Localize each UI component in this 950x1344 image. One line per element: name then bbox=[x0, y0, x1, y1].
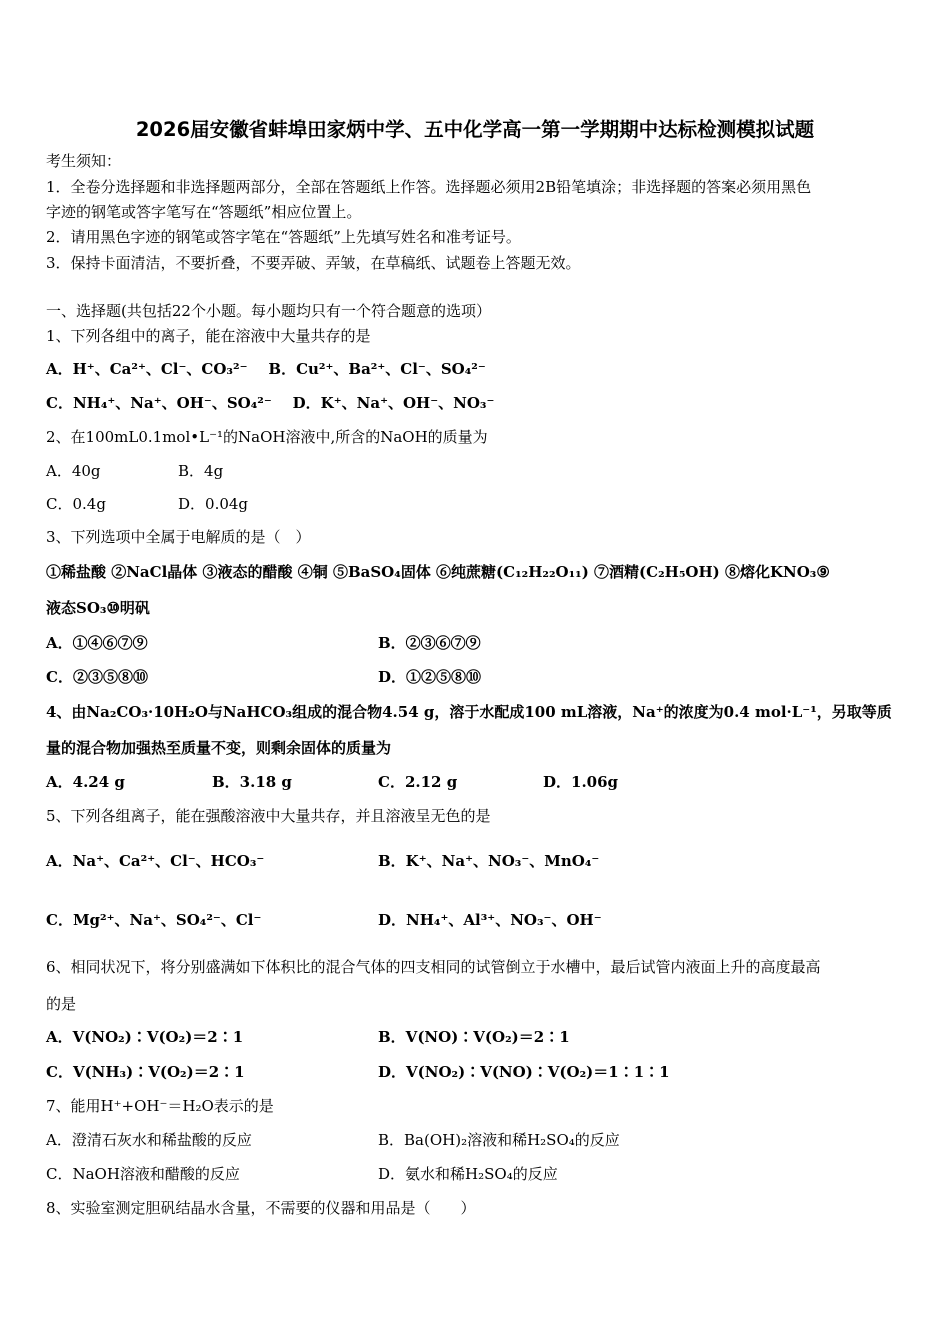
q4-stem-2: 量的混合物加强热至质量不变，则剩余固体的质量为 bbox=[46, 739, 392, 757]
q2-option-c: C．0.4g bbox=[46, 495, 106, 513]
q1-option-a: A．H⁺、Ca²⁺、Cl⁻、CO₃²⁻ bbox=[46, 360, 248, 378]
q2-option-b: B．4g bbox=[178, 462, 224, 480]
q3-option-c: C．②③⑤⑧⑩ bbox=[46, 668, 148, 686]
page-title: 2026届安徽省蚌埠田家炳中学、五中化学高一第一学期期中达标检测模拟试题 bbox=[135, 118, 815, 141]
q2-option-a: A．40g bbox=[46, 462, 101, 480]
q4-option-c: C．2.12 g bbox=[378, 773, 458, 791]
q8-stem: 8、实验室测定胆矾结晶水含量，不需要的仪器和用品是（ ） bbox=[46, 1199, 476, 1217]
q5-option-b: B．K⁺、Na⁺、NO₃⁻、MnO₄⁻ bbox=[378, 852, 600, 870]
q5-option-a: A．Na⁺、Ca²⁺、Cl⁻、HCO₃⁻ bbox=[46, 852, 265, 870]
notice-item-1b: 字迹的钢笔或答字笔写在“答题纸”相应位置上。 bbox=[46, 203, 362, 221]
section-heading: 一、选择题(共包括22个小题。每小题均只有一个符合题意的选项） bbox=[46, 302, 491, 320]
q6-option-d: D．V(NO₂)∶V(NO)∶V(O₂)＝1∶1∶1 bbox=[378, 1063, 670, 1081]
q1-options-ab bbox=[46, 359, 486, 379]
q1-option-d: D．K⁺、Na⁺、OH⁻、NO₃⁻ bbox=[292, 394, 495, 412]
q7-option-c: C．NaOH溶液和醋酸的反应 bbox=[46, 1165, 240, 1183]
q7-option-d: D．氨水和稀H₂SO₄的反应 bbox=[378, 1165, 558, 1183]
q2-stem: 2、在100mL0.1mol•L⁻¹的NaOH溶液中,所含的NaOH的质量为 bbox=[46, 428, 488, 446]
q7-option-a: A．澄清石灰水和稀盐酸的反应 bbox=[46, 1131, 252, 1149]
q6-option-a: A．V(NO₂)∶V(O₂)＝2∶1 bbox=[46, 1028, 244, 1046]
q3-list-1: ①稀盐酸 ②NaCl晶体 ③液态的醋酸 ④铜 ⑤BaSO₄固体 ⑥纯蔗糖(C₁₂H₂₂O₁₁) ⑦酒精(C₂H₅OH) ⑧熔化KNO₃⑨ bbox=[46, 563, 830, 581]
q3-stem: 3、下列选项中全属于电解质的是（ ） bbox=[46, 528, 311, 546]
q3-option-d: D．①②⑤⑧⑩ bbox=[378, 668, 482, 686]
q3-list-2: 液态SO₃⑩明矾 bbox=[46, 599, 150, 617]
q1-option-c: C．NH₄⁺、Na⁺、OH⁻、SO₄²⁻ bbox=[46, 394, 272, 412]
notice-item-1a: 1．全卷分选择题和非选择题两部分，全部在答题纸上作答。选择题必须用2B铅笔填涂；非选择题的答案必须用黑色 bbox=[46, 178, 812, 196]
q1-options-cd bbox=[46, 393, 494, 413]
q3-option-b: B．②③⑥⑦⑨ bbox=[378, 634, 481, 652]
q7-option-b: B．Ba(OH)₂溶液和稀H₂SO₄的反应 bbox=[378, 1131, 620, 1149]
q4-option-a: A．4.24 g bbox=[46, 773, 125, 791]
q3-option-a: A．①④⑥⑦⑨ bbox=[46, 634, 148, 652]
q4-stem-1: 4、由Na₂CO₃·10H₂O与NaHCO₃组成的混合物4.54 g，溶于水配成100 mL溶液，Na⁺的浓度为0.4 mol·L⁻¹，另取等质 bbox=[46, 703, 892, 721]
q6-stem-1: 6、相同状况下，将分别盛满如下体积比的混合气体的四支相同的试管倒立于水槽中，最后试管内液面上升的高度最高 bbox=[46, 958, 821, 976]
q2-option-d: D．0.04g bbox=[178, 495, 249, 513]
q7-stem: 7、能用H⁺+OH⁻＝H₂O表示的是 bbox=[46, 1097, 274, 1115]
q4-option-d: D．1.06g bbox=[543, 773, 619, 791]
notice-heading: 考生须知： bbox=[46, 152, 122, 170]
q1-option-b: B．Cu²⁺、Ba²⁺、Cl⁻、SO₄²⁻ bbox=[268, 360, 486, 378]
q4-option-b: B．3.18 g bbox=[212, 773, 292, 791]
q5-stem: 5、下列各组离子，能在强酸溶液中大量共存，并且溶液呈无色的是 bbox=[46, 807, 491, 825]
q6-stem-2: 的是 bbox=[46, 995, 77, 1013]
q1-stem: 1、下列各组中的离子，能在溶液中大量共存的是 bbox=[46, 327, 371, 345]
q6-option-b: B．V(NO)∶V(O₂)＝2∶1 bbox=[378, 1028, 570, 1046]
notice-item-3: 3．保持卡面清洁，不要折叠，不要弄破、弄皱，在草稿纸、试题卷上答题无效。 bbox=[46, 254, 581, 272]
q5-option-c: C．Mg²⁺、Na⁺、SO₄²⁻、Cl⁻ bbox=[46, 911, 262, 929]
q6-option-c: C．V(NH₃)∶V(O₂)＝2∶1 bbox=[46, 1063, 245, 1081]
notice-item-2: 2．请用黑色字迹的钢笔或答字笔在“答题纸”上先填写姓名和准考证号。 bbox=[46, 228, 521, 246]
q5-option-d: D．NH₄⁺、Al³⁺、NO₃⁻、OH⁻ bbox=[378, 911, 602, 929]
